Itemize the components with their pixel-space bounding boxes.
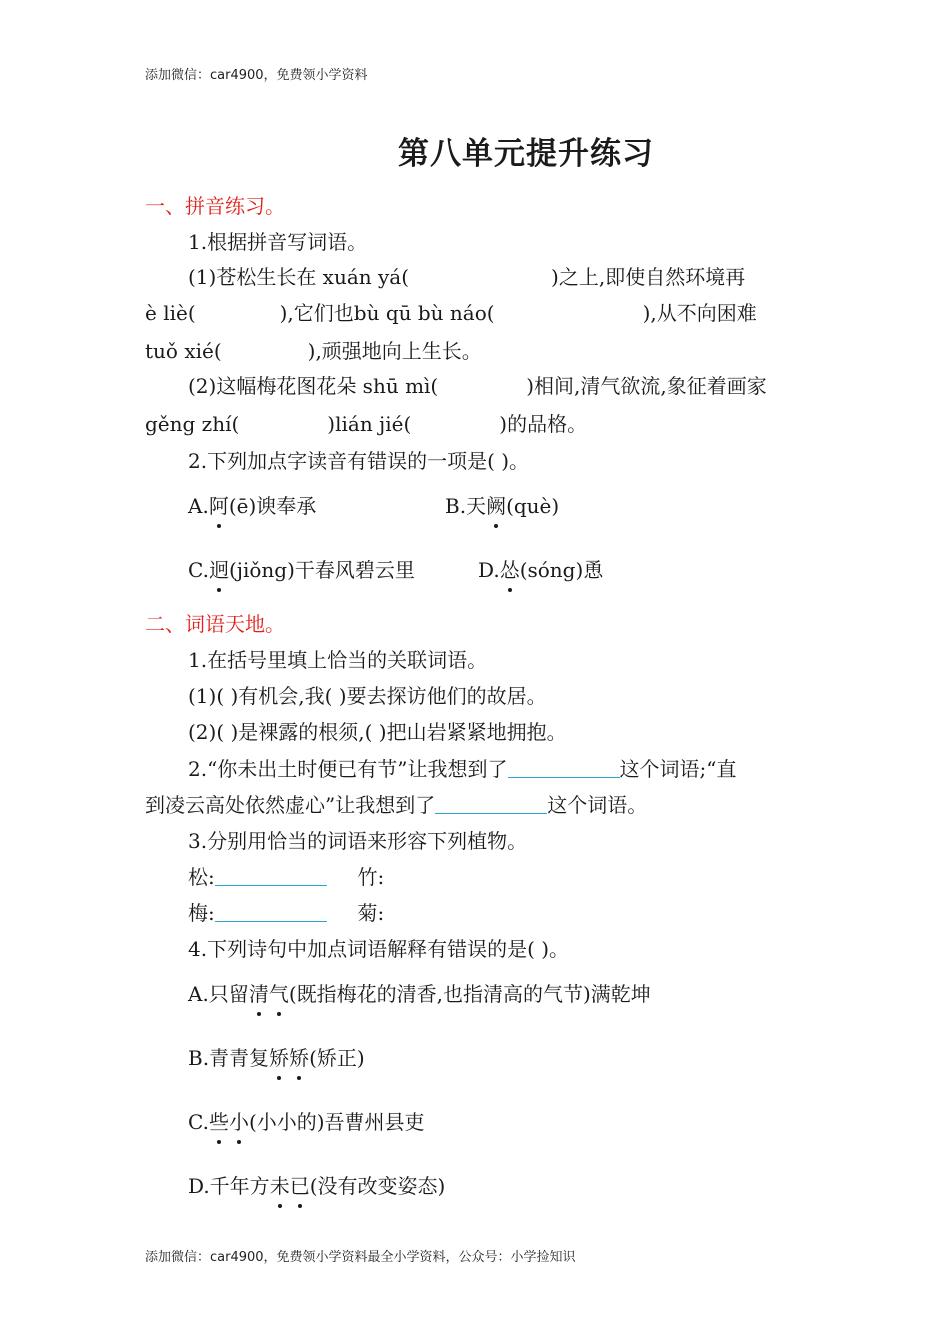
sentence-1: (1)( )有机会,我( )要去探访他们的故居。 bbox=[188, 684, 547, 708]
text: )之上,即使自然环境再 bbox=[551, 265, 746, 289]
sentence-2: (2)( )是裸露的根须,( )把山岩紧紧地拥抱。 bbox=[188, 720, 567, 744]
question-1-prompt: 1.根据拼音写词语。 bbox=[188, 230, 368, 254]
option-b bbox=[188, 1044, 365, 1072]
text: gěng zhí( bbox=[145, 412, 240, 436]
text: (jiǒng)干春风碧云里 bbox=[228, 558, 415, 582]
label: 梅: bbox=[188, 901, 215, 925]
text: è liè( bbox=[145, 301, 196, 325]
text: 到凌云高处依然虚心”让我想到了 bbox=[145, 793, 436, 817]
dotted-char: 小 bbox=[228, 1110, 249, 1134]
label: 菊: bbox=[357, 901, 385, 925]
option-c bbox=[188, 1108, 425, 1136]
answer-blank[interactable] bbox=[215, 901, 327, 922]
dotted-char: 阿 bbox=[208, 494, 229, 518]
text: (1)苍松生长在 xuán yá( bbox=[188, 265, 410, 289]
dotted-char: 气 bbox=[268, 982, 289, 1006]
option-c bbox=[188, 556, 415, 584]
text: B.青青复 bbox=[188, 1046, 270, 1070]
text: tuǒ xié( bbox=[145, 339, 222, 363]
section-1-heading: 一、拼音练习。 bbox=[145, 194, 285, 218]
dotted-char: 阙 bbox=[486, 494, 507, 518]
question-3-prompt: 3.分别用恰当的词语来形容下列植物。 bbox=[188, 829, 528, 853]
text: C. bbox=[188, 1110, 209, 1134]
question-1-prompt: 1.在括号里填上恰当的关联词语。 bbox=[188, 648, 488, 672]
text: ),顽强地向上生长。 bbox=[307, 339, 482, 363]
dotted-char: 未 bbox=[269, 1174, 290, 1198]
text: (既指梅花的清香,也指清高的气节)满乾坤 bbox=[288, 982, 651, 1006]
text: 这个词语;“直 bbox=[619, 757, 737, 781]
footer-note: 添加微信：car4900，免费领小学资料最全小学资料，公众号：小学捡知识 bbox=[145, 1250, 576, 1265]
option-d bbox=[188, 1172, 445, 1200]
text: 这个词语。 bbox=[547, 793, 648, 817]
dotted-char: 已 bbox=[289, 1174, 310, 1198]
option-d bbox=[478, 556, 603, 584]
option-b bbox=[445, 492, 559, 520]
page-title: 第八单元提升练习 bbox=[398, 136, 654, 172]
pinyin-line-5 bbox=[145, 410, 587, 438]
text: (小小的)吾曹州县吏 bbox=[248, 1110, 425, 1134]
answer-blank[interactable] bbox=[508, 757, 620, 778]
text: )相间,清气欲流,象征着画家 bbox=[526, 374, 767, 398]
text: (没有改变姿态) bbox=[309, 1174, 446, 1198]
text: (sóng)恿 bbox=[519, 558, 604, 582]
question-2-line-2 bbox=[145, 791, 647, 819]
plant-row-2 bbox=[188, 899, 384, 927]
dotted-char: 清 bbox=[248, 982, 269, 1006]
dotted-char: 矫 bbox=[289, 1046, 310, 1070]
pinyin-line-4 bbox=[188, 372, 767, 400]
text: C. bbox=[188, 558, 209, 582]
text: )lián jié( bbox=[327, 412, 412, 436]
answer-blank[interactable] bbox=[435, 793, 547, 814]
label: 松: bbox=[188, 865, 215, 889]
text: (2)这幅梅花图花朵 shū mì( bbox=[188, 374, 439, 398]
dotted-char: 矫 bbox=[269, 1046, 290, 1070]
text: D. bbox=[478, 558, 500, 582]
pinyin-line-3 bbox=[145, 337, 482, 365]
text: A.只留 bbox=[188, 982, 249, 1006]
text: ),从不向困难 bbox=[642, 301, 757, 325]
question-2-prompt: 2.下列加点字读音有错误的一项是( )。 bbox=[188, 449, 530, 473]
option-a bbox=[188, 980, 651, 1008]
dotted-char: 些 bbox=[208, 1110, 229, 1134]
text: ),它们也bù qū bù náo( bbox=[279, 301, 495, 325]
text: (què) bbox=[506, 494, 560, 518]
question-2-line-1 bbox=[188, 755, 737, 783]
question-4-prompt: 4.下列诗句中加点词语解释有错误的是( )。 bbox=[188, 937, 570, 961]
section-2-heading: 二、词语天地。 bbox=[145, 612, 285, 636]
label: 竹: bbox=[357, 865, 385, 889]
text: 2.“你未出土时便已有节”让我想到了 bbox=[188, 757, 508, 781]
header-note: 添加微信：car4900，免费领小学资料 bbox=[145, 68, 368, 83]
plant-row-1 bbox=[188, 863, 384, 891]
text: B.天 bbox=[445, 494, 487, 518]
option-a bbox=[188, 492, 316, 520]
dotted-char: 迥 bbox=[208, 558, 229, 582]
text: (矫正) bbox=[309, 1046, 365, 1070]
pinyin-line-2 bbox=[145, 299, 757, 327]
dotted-char: 怂 bbox=[499, 558, 520, 582]
answer-blank[interactable] bbox=[215, 865, 327, 886]
text: )的品格。 bbox=[499, 412, 588, 436]
text: D.千年方 bbox=[188, 1174, 270, 1198]
text: (ē)谀奉承 bbox=[228, 494, 317, 518]
text: A. bbox=[188, 494, 209, 518]
pinyin-line-1 bbox=[188, 263, 745, 291]
